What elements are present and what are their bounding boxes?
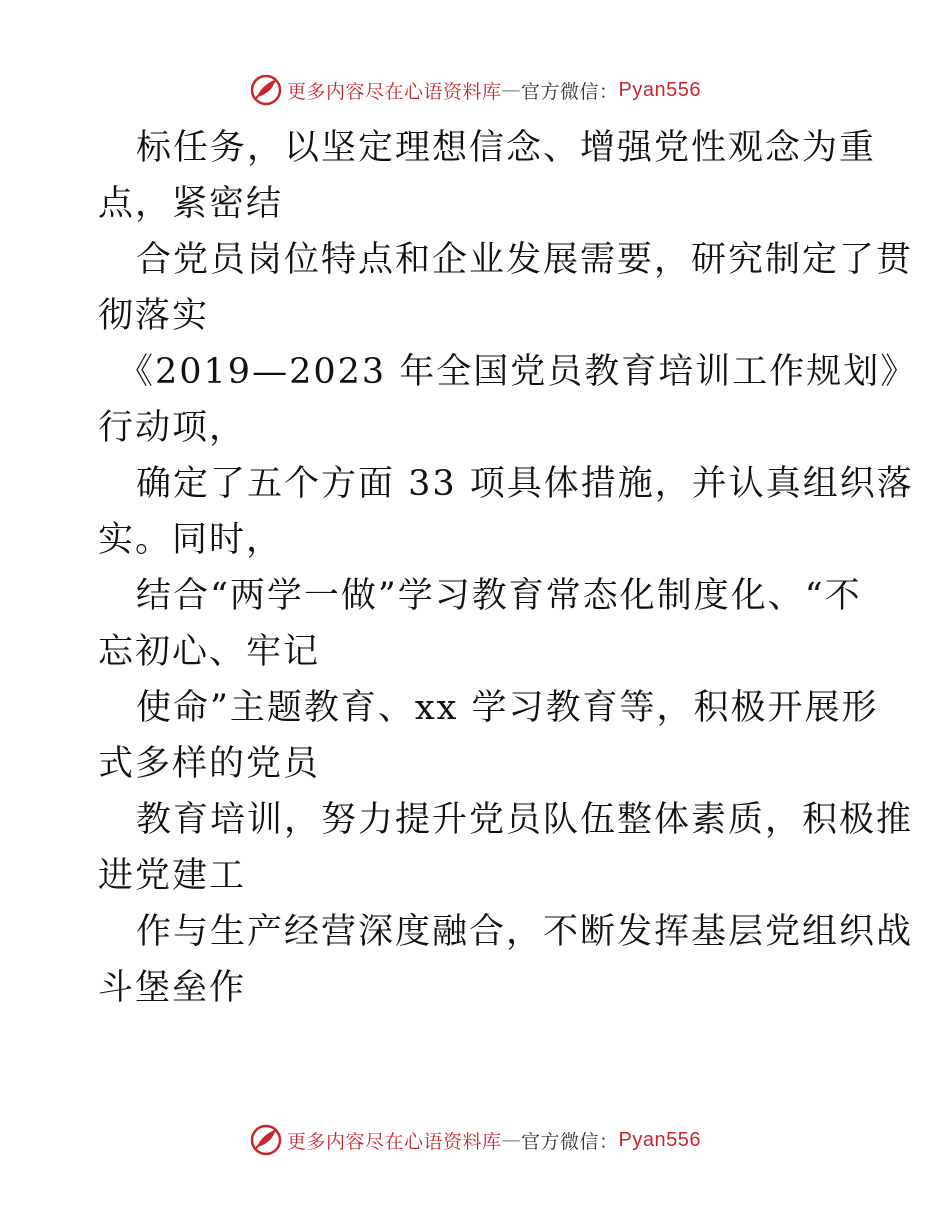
header-wechat-label: 官方微信： (521, 80, 619, 103)
text-line: 实。同时， (98, 520, 284, 560)
text-line: 彻落实 (98, 296, 210, 336)
pen-logo-icon (249, 1123, 283, 1157)
footer-banner (0, 1120, 950, 1160)
text-line: 合党员岗位特点和企业发展需要，研究制定了贯 (136, 240, 914, 280)
text-line: 确定了五个方面 33 项具体措施，并认真组织落 (136, 464, 914, 504)
header-banner (0, 70, 950, 110)
pen-logo-icon (249, 73, 283, 107)
footer-wechat-label: 官方微信： (521, 1130, 619, 1153)
body-text (98, 120, 918, 1016)
text-line: 斗堡垒作 (98, 968, 247, 1008)
text-line: 忘初心、牢记 (98, 632, 321, 672)
footer-banner-separator: — (501, 1129, 522, 1151)
footer-wechat-id: Pyan556 (618, 1128, 701, 1151)
text-line: 结合“两学一做”学习教育常态化制度化、“不 (136, 576, 862, 616)
text-line: 点，紧密结 (98, 184, 284, 224)
header-banner-separator: — (501, 79, 522, 101)
text-line: 标任务，以坚定理想信念、增强党性观念为重 (136, 128, 877, 168)
text-line: 行动项， (98, 408, 247, 448)
text-line: 教育培训，努力提升党员队伍整体素质，积极推 (136, 800, 914, 840)
header-wechat-id: Pyan556 (618, 78, 701, 101)
text-line: 《2019—2023 年全国党员教育培训工作规划》 (118, 352, 918, 392)
header-banner-text: 更多内容尽在心语资料库 (287, 80, 502, 103)
text-line: 进党建工 (98, 856, 247, 896)
text-line: 使命”主题教育、xx 学习教育等，积极开展形 (136, 688, 879, 728)
footer-banner-text: 更多内容尽在心语资料库 (287, 1130, 502, 1153)
text-line: 式多样的党员 (98, 744, 321, 784)
text-line: 作与生产经营深度融合，不断发挥基层党组织战 (136, 912, 914, 952)
